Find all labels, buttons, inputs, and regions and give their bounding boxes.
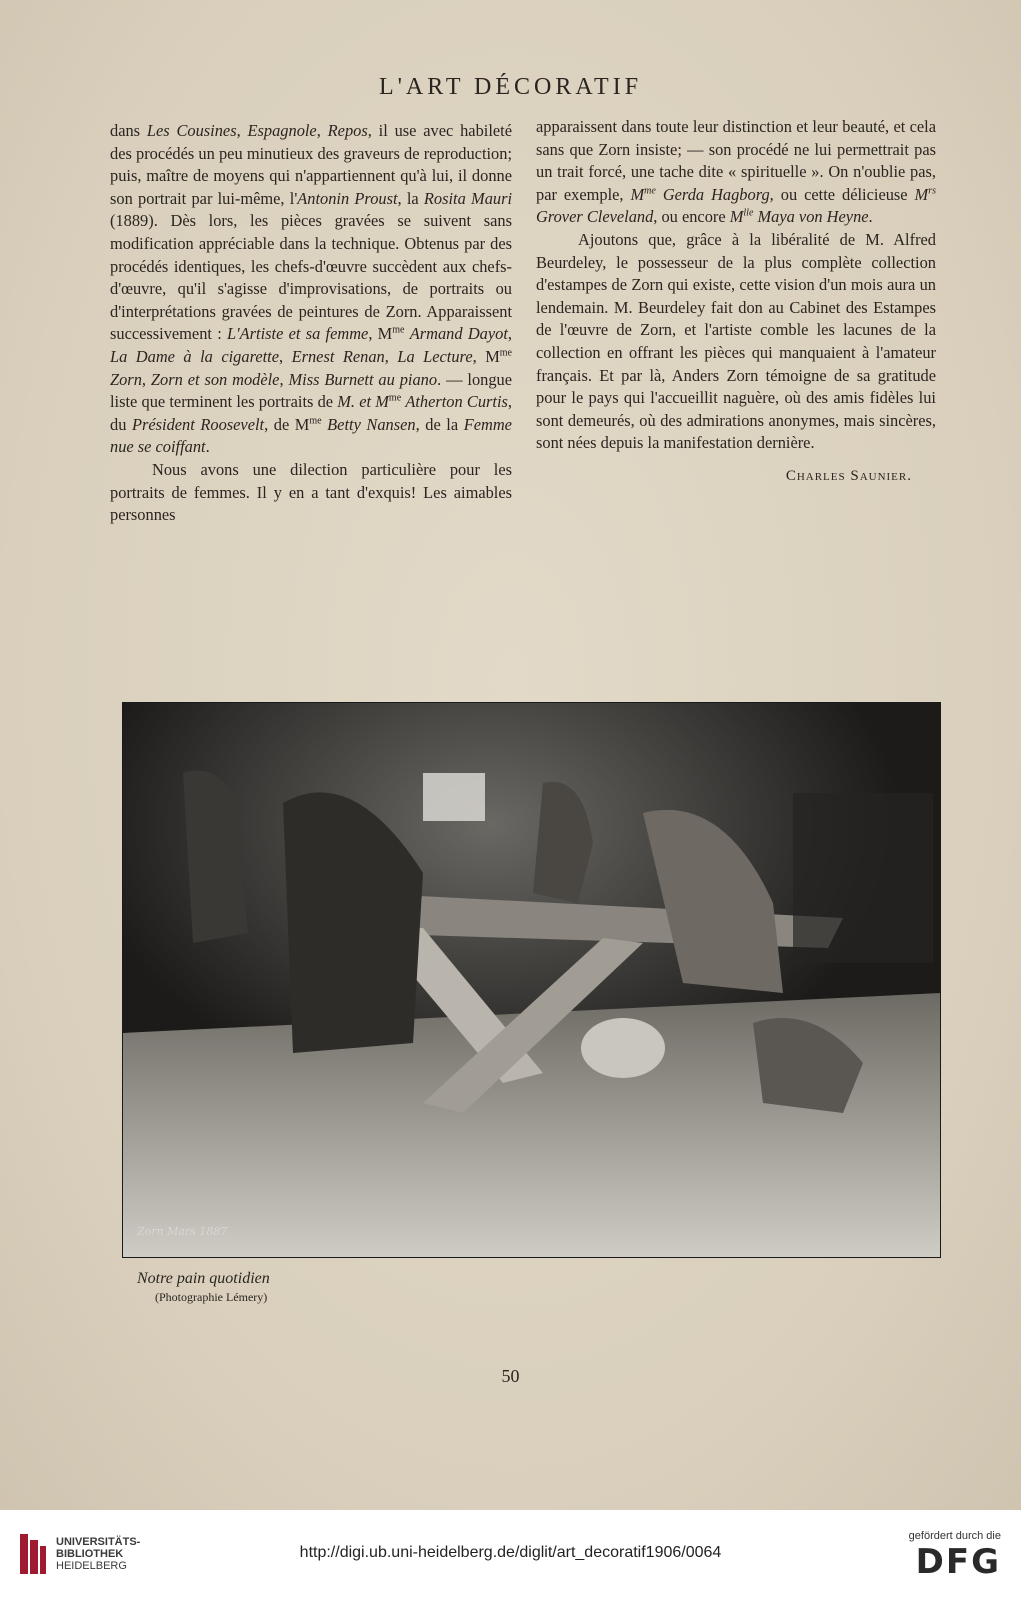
basket (581, 1018, 665, 1078)
digitization-footer (0, 1510, 1021, 1602)
funding-credit (909, 1530, 1001, 1582)
library-name: UNIVERSITÄTS- BIBLIOTHEK HEIDELBERG (56, 1536, 141, 1572)
page-number: 50 (501, 1366, 520, 1386)
artwork-illustration (123, 703, 940, 1257)
window (423, 773, 485, 821)
caption-credit: (Photographie Lémery) (155, 1290, 268, 1304)
paragraph: dans Les Cousines, Espagnole, Repos, il use avec habileté des procédés un peu minutieux des graveurs de reproduction; puis, maître de moyens qui n'appartiennent qu'à lui, il donne son portrait par lui-même, l'Antonin Proust, la Rosita Mauri (1889). Dès lors, les pièces gravées se suivent sans modification appréciable dans la technique. Obtenus par des procédés identiques, les chefs-d'œuvre succèdent aux chefs-d'œuvre, qu'il s'agisse d'improvisations, de portraits ou d'interprétations gravées de peintures de Zorn. Apparaissent successivement : L'Artiste et sa femme, $M^{me}$ Armand Dayot, La Dame à la cigarette, Ernest Renan, La Lecture, $M^{me}$ Zorn, Zorn et son modèle, Miss Burnett au piano. — longue liste que terminent les portraits de M. et $M^{me}$ Atherton Curtis, du Président Roosevelt, de $M^{me}$ Betty Nansen, de la Femme nue se coiffant. (110, 121, 513, 457)
running-title: L'ART DÉCORATIF (378, 74, 643, 100)
source-url-link[interactable]: http://digi.ub.uni-heidelberg.de/diglit/art_decoratif1906/0064 (299, 1544, 722, 1561)
caption-title: Notre pain quotidien (137, 1270, 270, 1287)
figure-caption (137, 1270, 270, 1305)
paragraph: Nous avons une dilection particulière pour les portraits de femmes. Il y en a tant d'exquis! Les aimables personnes (110, 459, 512, 525)
text-column-left (110, 120, 512, 527)
author-signature: Charles Saunier. (785, 467, 912, 484)
text-column-right (536, 116, 936, 488)
paragraph: apparaissent dans toute leur distinction et leur beauté, et cela sans que Zorn insiste; — son procédé ne lui permettrait pas un trait forcé, une tache dite « spirituelle ». On n'oublie pas, par exemple, $M^{me}$ Gerda Hagborg, ou cette délicieuse $M^{rs}$ Grover Cleveland, ou encore $M^{lle}$ Maya von Heyne. (536, 117, 936, 227)
artist-signature: Zorn Mars 1887 (137, 1225, 228, 1238)
paragraph: Ajoutons que, grâce à la libéralité de M. Alfred Beurdeley, le possesseur de la plus complète collection d'estampes de Zorn qui existe, cette vision d'un mois aura un lendemain. M. Beurdeley fait don au Cabinet des Estampes de l'œuvre de Zorn, et l'artiste comble les lacunes de la collection en offrant les pièces qui manquaient à l'amateur français. Et par là, Anders Zorn témoigne de sa gratitude pour le pays qui l'accueillit naguère, où des amis fidèles lui sont demeurés, où des admirations anonymes, mais sincères, sont nées depuis la manifestation dernière. (536, 229, 936, 453)
chair (793, 793, 933, 963)
dfg-logo-icon: DFG (915, 1542, 1001, 1582)
painting-sketch (123, 703, 940, 1257)
funding-text: gefördert durch die (908, 1530, 1001, 1542)
